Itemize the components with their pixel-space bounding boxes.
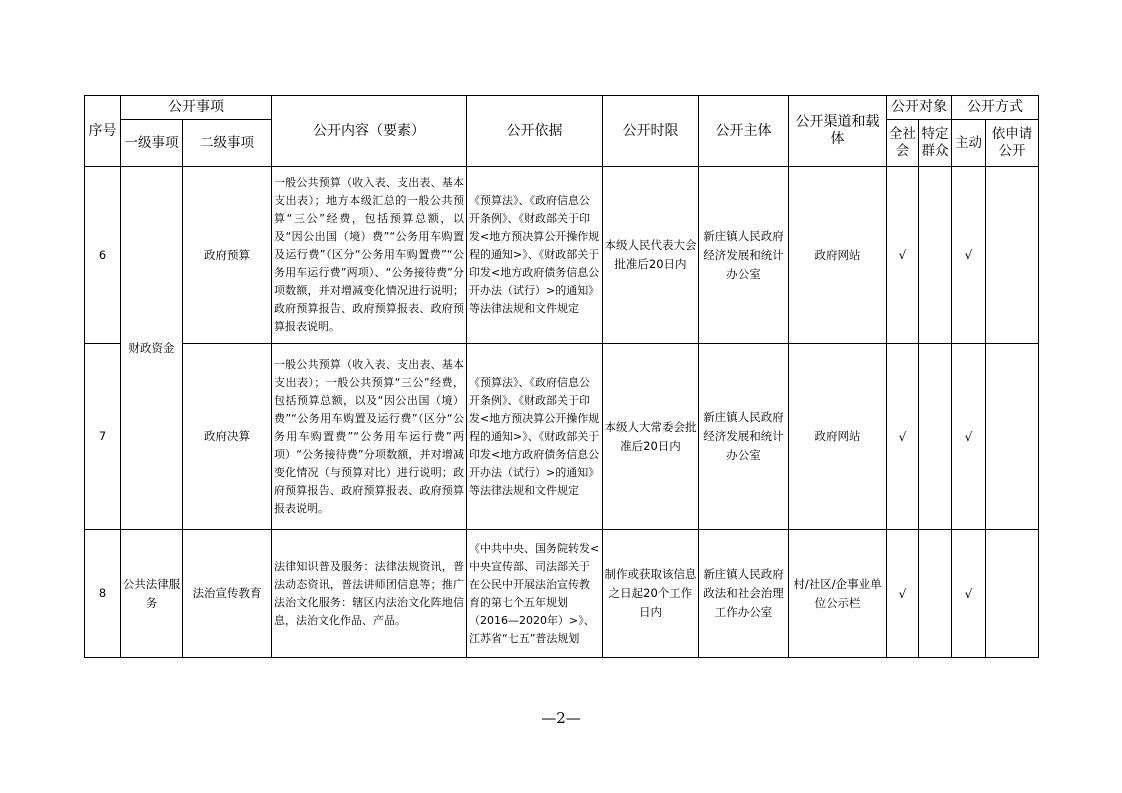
row-method-apply xyxy=(986,344,1039,530)
header-target-all: 全社会 xyxy=(887,120,919,167)
header-method-apply: 依申请公开 xyxy=(986,120,1039,167)
table-row xyxy=(85,167,1039,344)
row-target-specific xyxy=(919,167,952,344)
header-level2: 二级事项 xyxy=(183,120,272,167)
row-target-all: √ xyxy=(887,344,919,530)
row-method-apply xyxy=(986,530,1039,658)
row-target-all: √ xyxy=(887,530,919,658)
header-target-specific: 特定群众 xyxy=(919,120,952,167)
header-items-group: 公开事项 xyxy=(121,96,272,120)
row-time-limit: 本级人民代表大会批准后20日内 xyxy=(603,167,699,344)
header-subject: 公开主体 xyxy=(699,96,789,167)
row-content: 一般公共预算（收入表、支出表、基本支出表）；地方本级汇总的一般公共预算“三公”经费，包括预算总额，以及“因公出国（境）费”“公务用车购置及运行费”（区分“公务用车购置费”“公务用车运行费”两项）、“公务接待费”分项数额，并对增减变化情况进行说明；政府预算报告、政府预算报表、政府预算报表说明。 xyxy=(272,167,467,344)
row-channel: 政府网站 xyxy=(789,344,887,530)
row-seq: 8 xyxy=(85,530,121,658)
row-seq: 7 xyxy=(85,344,121,530)
header-seq: 序号 xyxy=(85,96,121,167)
table-row xyxy=(85,344,1039,530)
page-number: —2— xyxy=(541,709,581,727)
row-seq: 6 xyxy=(85,167,121,344)
header-target-group: 公开对象 xyxy=(887,96,952,120)
row-method-active: √ xyxy=(952,167,986,344)
row-level1: 财政资金 xyxy=(121,167,183,530)
row-content: 法律知识普及服务：法律法规资讯，普法动态资讯，普法讲师团信息等；推广法治文化服务：辖区内法治文化阵地信息，法治文化作品、产品。 xyxy=(272,530,467,658)
row-subject: 新庄镇人民政府经济发展和统计办公室 xyxy=(699,344,789,530)
row-level1: 公共法律服务 xyxy=(121,530,183,658)
disclosure-table xyxy=(84,95,1039,658)
row-target-all: √ xyxy=(887,167,919,344)
header-content: 公开内容（要素） xyxy=(272,96,467,167)
row-level2: 政府决算 xyxy=(183,344,272,530)
row-level2: 政府预算 xyxy=(183,167,272,344)
row-time-limit: 本级人大常委会批准后20日内 xyxy=(603,344,699,530)
header-row-1 xyxy=(85,96,1039,120)
row-time-limit: 制作或获取该信息之日起20个工作日内 xyxy=(603,530,699,658)
row-method-active: √ xyxy=(952,344,986,530)
header-time-limit: 公开时限 xyxy=(603,96,699,167)
header-channel: 公开渠道和载体 xyxy=(789,96,887,167)
header-basis: 公开依据 xyxy=(467,96,603,167)
row-method-active: √ xyxy=(952,530,986,658)
header-level1: 一级事项 xyxy=(121,120,183,167)
row-basis: 《中共中央、国务院转发<中央宣传部、司法部关于在公民中开展法治宣传教育的第七个五年规划（2016—2020年）>》、江苏省“七五”普法规划 xyxy=(467,530,603,658)
row-channel: 村/社区/企事业单位公示栏 xyxy=(789,530,887,658)
row-content: 一般公共预算（收入表、支出表、基本支出表）；一般公共预算“三公”经费，包括预算总额，以及“因公出国（境）费”“公务用车购置及运行费”（区分“公务用车购置费”“公务用车运行费”两项）“公务接待费”分项数额，并对增减变化情况（与预算对比）进行说明；政府预算报告、政府预算报表、政府预算报表说明。 xyxy=(272,344,467,530)
header-method-active: 主动 xyxy=(952,120,986,167)
row-target-specific xyxy=(919,344,952,530)
header-method-group: 公开方式 xyxy=(952,96,1039,120)
row-target-specific xyxy=(919,530,952,658)
row-basis: 《预算法》、《政府信息公开条例》、《财政部关于印发<地方预决算公开操作规程的通知>》、《财政部关于印发<地方政府债务信息公开办法（试行）>的通知》等法律法规和文件规定 xyxy=(467,167,603,344)
row-level2: 法治宣传教育 xyxy=(183,530,272,658)
row-subject: 新庄镇人民政府政法和社会治理工作办公室 xyxy=(699,530,789,658)
row-basis: 《预算法》、《政府信息公开条例》、《财政部关于印发<地方预决算公开操作规程的通知>》、《财政部关于印发<地方政府债务信息公开办法（试行）>的通知》等法律法规和文件规定 xyxy=(467,344,603,530)
table-row xyxy=(85,530,1039,658)
row-method-apply xyxy=(986,167,1039,344)
row-subject: 新庄镇人民政府经济发展和统计办公室 xyxy=(699,167,789,344)
row-channel: 政府网站 xyxy=(789,167,887,344)
